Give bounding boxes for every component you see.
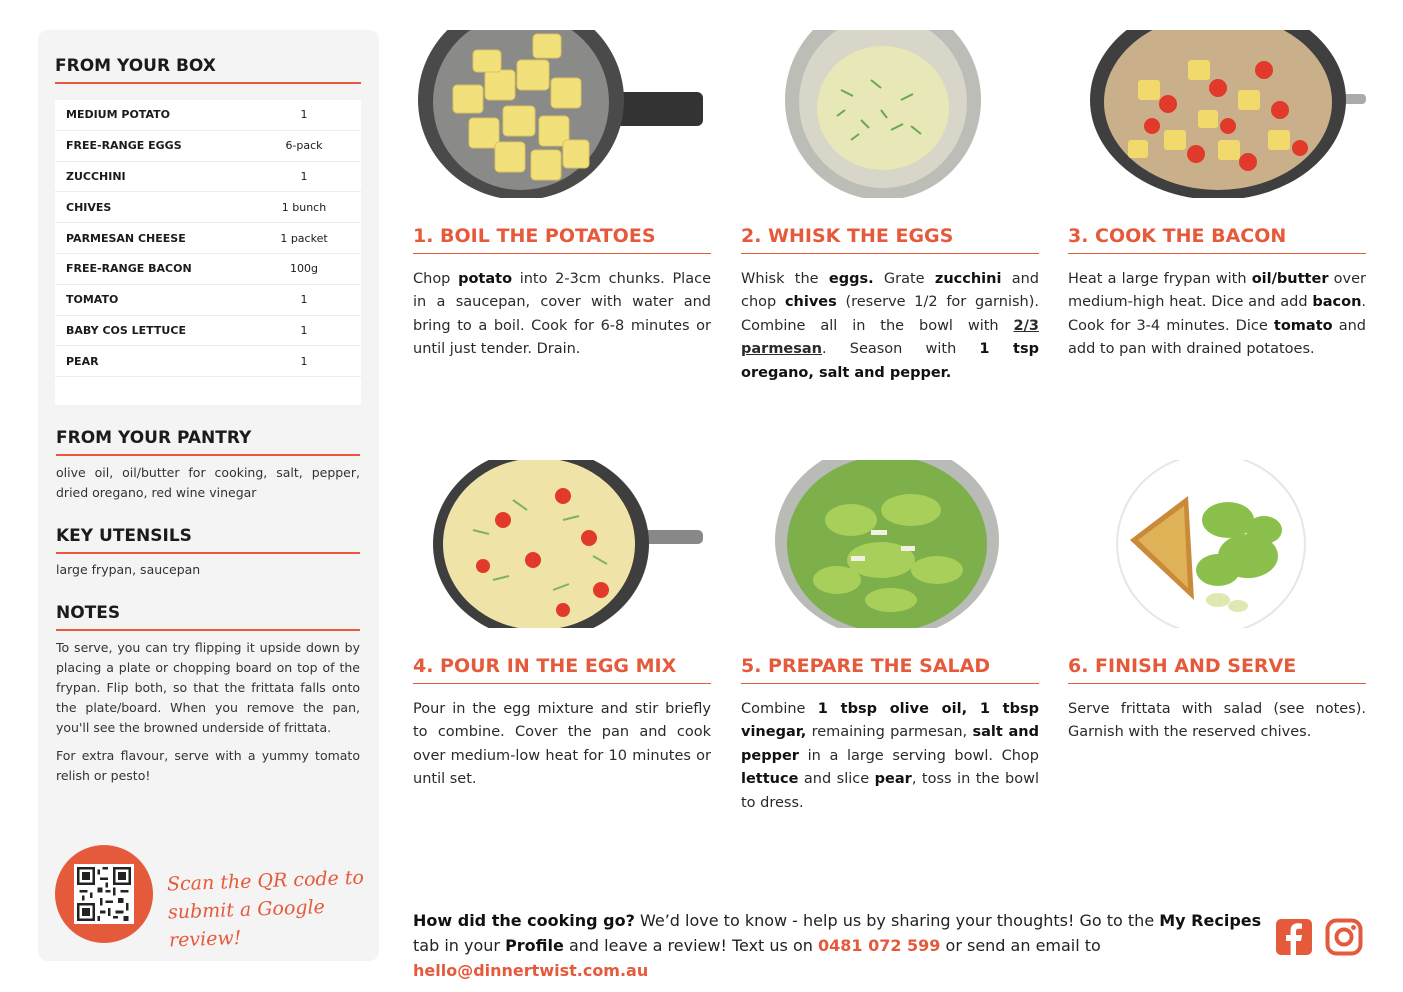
- ingredient-name: CHIVES: [66, 200, 112, 214]
- text-run: or send an email to: [940, 936, 1101, 955]
- step-photo: [741, 30, 1039, 198]
- step-4: [413, 460, 711, 792]
- pantry-title: FROM YOUR PANTRY: [56, 428, 360, 456]
- text-run-bold: 1 tbsp olive oil, 1 tbsp vinegar,: [741, 701, 1039, 741]
- text-run-bold: tomato: [1273, 317, 1333, 334]
- step-photo: [413, 30, 711, 198]
- qr-code-icon: [74, 864, 134, 924]
- text-run: . Season with: [822, 341, 980, 358]
- ingredient-name: ZUCCHINI: [66, 169, 126, 183]
- ingredient-name: FREE-RANGE EGGS: [66, 139, 182, 153]
- profile-link[interactable]: Profile: [505, 936, 564, 955]
- instagram-icon[interactable]: [1325, 918, 1363, 956]
- ingredient-name: MEDIUM POTATO: [66, 108, 170, 122]
- step-photo: [741, 460, 1039, 628]
- text-run-bold: bacon: [1312, 294, 1362, 311]
- ingredient-qty: 1 bunch: [281, 200, 327, 214]
- table-row: [55, 285, 361, 316]
- step-1: [413, 30, 711, 362]
- text-run: and leave a review! Text us on: [563, 936, 818, 955]
- text-run: Pour in the egg mixture and stir briefly to combine. Cover the pan and cook over medium-low heat for 10 minutes or until set.: [413, 701, 711, 788]
- text-run: tab in your: [413, 936, 506, 955]
- text-run-bold: oil/butter: [1251, 271, 1329, 287]
- table-row: [55, 346, 361, 377]
- step-3: [1068, 30, 1366, 362]
- step-title: 1. BOIL THE POTATOES: [413, 225, 711, 254]
- text-run: (reserve 1/2 for garnish). Combine all in the bowl with: [741, 294, 1039, 334]
- table-row: [55, 192, 361, 223]
- step-text: [413, 698, 711, 792]
- step-title: 3. COOK THE BACON: [1068, 225, 1366, 254]
- ingredient-qty: 1: [300, 169, 308, 183]
- table-row: [55, 254, 361, 285]
- text-run-bold: 1 tsp oregano, salt and pepper.: [741, 341, 1039, 381]
- text-run-bold: pear: [874, 771, 912, 788]
- facebook-icon[interactable]: [1275, 918, 1313, 956]
- ingredient-qty: 1: [300, 323, 308, 337]
- notes-paragraph: For extra flavour, serve with a yummy tomato relish or pesto!: [56, 748, 360, 783]
- utensils-text: large frypan, saucepan: [56, 562, 201, 577]
- step-title: 6. FINISH AND SERVE: [1068, 655, 1366, 684]
- step-5: [741, 460, 1039, 815]
- table-row: [55, 131, 361, 162]
- step-title: 2. WHISK THE EGGS: [741, 225, 1039, 254]
- step-text: [741, 698, 1039, 815]
- text-run-bold: potato: [458, 271, 513, 287]
- box-ingredients-table: [55, 100, 361, 405]
- step-text: [1068, 698, 1366, 745]
- text-run: Whisk the: [741, 271, 829, 287]
- ingredient-name: FREE-RANGE BACON: [66, 262, 192, 276]
- text-run: into 2-3cm chunks. Place in a saucepan, cover with water and bring to a boil. Cook for 6-8 minutes or until just tender. Drain.: [413, 271, 711, 358]
- text-run: and slice: [798, 771, 875, 788]
- footer-question: How did the cooking go?: [413, 911, 635, 930]
- step-2: [741, 30, 1039, 385]
- qr-caption-line: submit a Google review!: [167, 896, 326, 952]
- table-row: [55, 100, 361, 131]
- text-run-bold: lettuce: [741, 771, 799, 788]
- sidebar: [38, 30, 379, 961]
- table-row: [55, 316, 361, 347]
- notes-text: [56, 638, 360, 786]
- text-run: Chop: [413, 271, 459, 287]
- text-run: in a large serving bowl. Chop: [798, 747, 1039, 764]
- text-run: and add to pan with drained potatoes.: [1068, 317, 1366, 358]
- ingredient-qty: 1 packet: [280, 231, 328, 245]
- text-run: and chop: [741, 271, 1039, 311]
- step-text: [413, 268, 711, 362]
- text-run: Combine: [741, 701, 818, 717]
- email-link[interactable]: hello@dinnertwist.com.au: [413, 961, 649, 980]
- ingredient-qty: 6-pack: [285, 139, 323, 153]
- text-run: Heat a large frypan with: [1068, 271, 1252, 287]
- text-run-bold: chives: [784, 294, 837, 311]
- qr-caption: [167, 864, 370, 955]
- table-row: [55, 162, 361, 193]
- text-run: . Cook for 3-4 minutes. Dice: [1068, 294, 1366, 334]
- pantry-text: olive oil, oil/butter for cooking, salt, pepper, dried oregano, red wine vinegar: [56, 465, 360, 500]
- ingredient-qty: 1: [300, 293, 308, 307]
- my-recipes-link[interactable]: My Recipes: [1159, 911, 1262, 930]
- ingredient-name: PEAR: [66, 354, 99, 368]
- text-run: Grate: [873, 271, 935, 287]
- box-title: FROM YOUR BOX: [55, 56, 361, 84]
- ingredient-name: BABY COS LETTUCE: [66, 323, 186, 337]
- text-run: , toss in the bowl to dress.: [741, 771, 1039, 811]
- step-photo: [1068, 30, 1366, 198]
- step-text: [741, 268, 1039, 385]
- text-run-bold: zucchini: [934, 271, 1002, 287]
- step-text: [1068, 268, 1366, 362]
- text-run-bold: eggs.: [828, 271, 874, 287]
- utensils-title: KEY UTENSILS: [56, 526, 360, 554]
- text-run: We’d love to know - help us by sharing your thoughts! Go to the: [634, 911, 1160, 930]
- step-photo: [413, 460, 711, 628]
- table-row: [55, 223, 361, 254]
- notes-title: NOTES: [56, 603, 360, 631]
- text-run-underlined: 2/3 parmesan: [741, 317, 1039, 358]
- step-6: [1068, 460, 1366, 745]
- ingredient-qty: 100g: [290, 262, 318, 276]
- text-run: over medium-high heat. Dice and add: [1068, 271, 1367, 311]
- notes-paragraph: To serve, you can try flipping it upside down by placing a plate or chopping board on top of the frypan. Flip both, so that the frittata falls onto the plate/board. When you remove the pan, you'll see the browned underside of frittata.: [56, 640, 360, 735]
- text-run: remaining parmesan,: [806, 724, 973, 741]
- phone-link[interactable]: 0481 072 599: [817, 936, 941, 955]
- ingredient-qty: 1: [300, 354, 308, 368]
- qr-caption-line: Scan the QR code to: [166, 866, 365, 896]
- qr-code-badge[interactable]: [55, 845, 153, 943]
- step-photo: [1068, 460, 1366, 628]
- ingredient-name: TOMATO: [66, 293, 119, 307]
- ingredient-qty: 1: [300, 108, 308, 122]
- step-title: 5. PREPARE THE SALAD: [741, 655, 1039, 684]
- text-run: Serve frittata with salad (see notes). Garnish with the reserved chives.: [1068, 701, 1366, 741]
- ingredient-name: PARMESAN CHEESE: [66, 231, 186, 245]
- step-title: 4. POUR IN THE EGG MIX: [413, 655, 711, 684]
- text-run-bold: salt and pepper: [741, 724, 1040, 764]
- footer-feedback: [413, 908, 1263, 983]
